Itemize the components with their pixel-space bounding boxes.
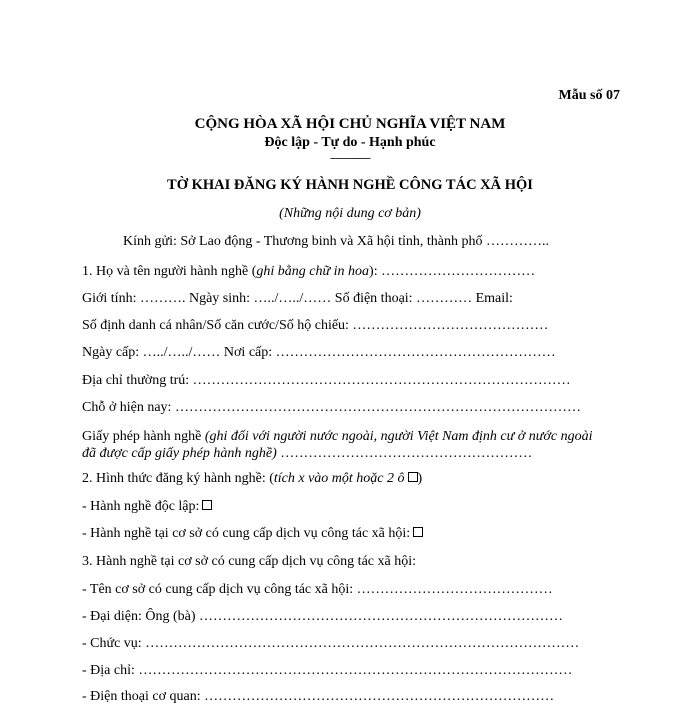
- registration-form-hint: tích x vào một hoặc 2 ô: [273, 471, 405, 486]
- form-number: Mẫu số 07: [558, 88, 620, 103]
- practice-license-line: [82, 428, 602, 462]
- full-name-blank: ): ……………………………: [369, 264, 536, 279]
- checkbox-facility[interactable]: [413, 527, 423, 537]
- section3-heading: 3. Hành nghề tại cơ sở có cung cấp dịch vụ công tác xã hội:: [82, 554, 416, 569]
- registration-form-label: 2. Hình thức đăng ký hành nghề: (: [82, 471, 274, 486]
- id-number-line: Số định danh cá nhân/Số căn cước/Số hộ chiếu: ……………………………………: [82, 318, 549, 333]
- full-name-line: [82, 264, 535, 280]
- license-label: Giấy phép hành nghề: [82, 429, 205, 444]
- registration-form-heading: [82, 471, 422, 487]
- facility-name-line: - Tên cơ sở có cung cấp dịch vụ công tác xã hội: ……………………………………: [82, 582, 553, 597]
- checkbox-icon: [408, 472, 418, 482]
- gender-birth-phone-line: Giới tính: ………. Ngày sinh: …../…../…… Số điện thoại: ………… Email:: [82, 291, 513, 306]
- representative-line: - Đại diện: Ông (bà) ……………………………………………………………………: [82, 609, 564, 624]
- license-hint: (ghi đối với người nước ngoài, người Việt Nam định cư ở nước ngoài đã được cấp giấy phép hành nghề): [82, 429, 593, 461]
- option-independent-label: - Hành nghề độc lập:: [82, 499, 200, 514]
- permanent-address-line: Địa chỉ thường trú: ………………………………………………………………………: [82, 373, 571, 388]
- license-blank: ………………………………………………: [276, 446, 533, 461]
- option-facility: [82, 526, 423, 542]
- current-residence-line: Chỗ ở hiện nay: ……………………………………………………………………………: [82, 400, 581, 415]
- address-line: - Địa chỉ: …………………………………………………………………………………: [82, 663, 573, 678]
- issue-date-place-line: Ngày cấp: …../…../…… Nơi cấp: ……………………………………………………: [82, 345, 556, 360]
- national-title: CỘNG HÒA XÃ HỘI CHỦ NGHĨA VIỆT NAM: [194, 116, 506, 132]
- option-independent: [82, 499, 212, 515]
- header-divider: ---------------: [330, 152, 370, 164]
- checkbox-independent[interactable]: [202, 500, 212, 510]
- document-title: TỜ KHAI ĐĂNG KÝ HÀNH NGHỀ CÔNG TÁC XÃ HỘI: [167, 177, 533, 193]
- office-phone-line: - Điện thoại cơ quan: …………………………………………………………………: [82, 689, 555, 704]
- full-name-hint: ghi bằng chữ in hoa: [256, 264, 370, 279]
- full-name-label: 1. Họ và tên người hành nghề (: [82, 264, 257, 279]
- registration-form-tail: ): [417, 471, 423, 486]
- addressee-line: Kính gửi: Sở Lao động - Thương binh và Xã hội tỉnh, thành phố …………..: [123, 234, 549, 249]
- option-facility-label: - Hành nghề tại cơ sở có cung cấp dịch vụ công tác xã hội:: [82, 526, 411, 541]
- national-motto: Độc lập - Tự do - Hạnh phúc: [264, 135, 436, 150]
- document-subtitle: (Những nội dung cơ bản): [279, 206, 421, 221]
- position-line: - Chức vụ: …………………………………………………………………………………: [82, 636, 580, 651]
